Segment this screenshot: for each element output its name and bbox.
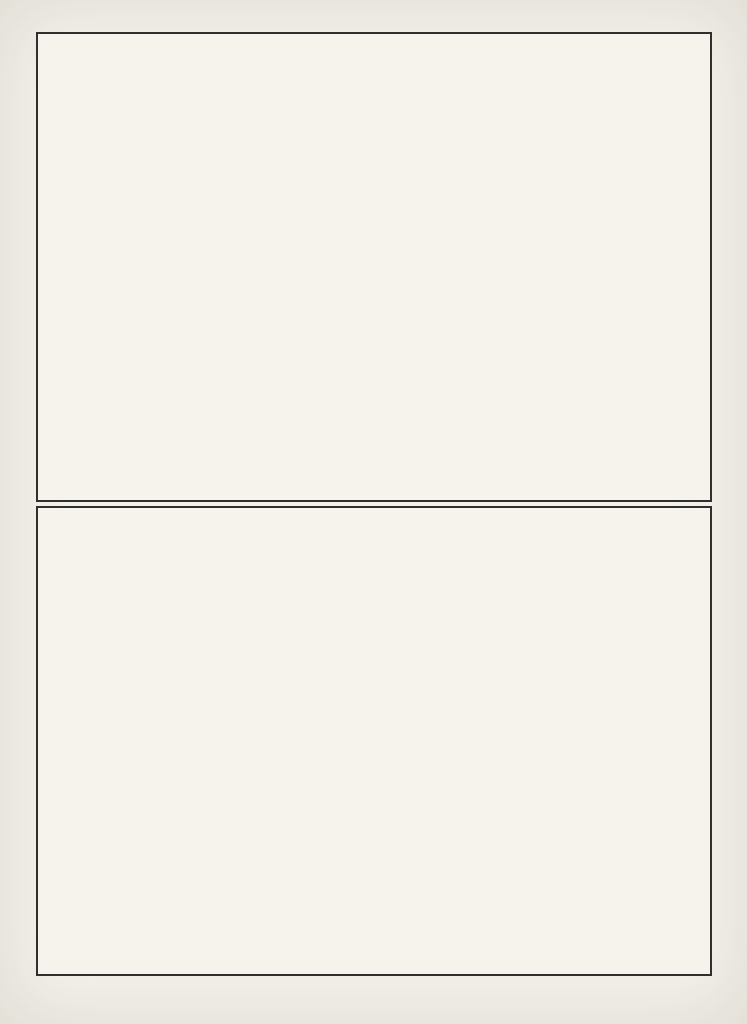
professors-table (36, 506, 712, 976)
secretariat-table (36, 32, 712, 502)
secretariat-columns (38, 34, 710, 500)
professors-columns (38, 508, 710, 974)
